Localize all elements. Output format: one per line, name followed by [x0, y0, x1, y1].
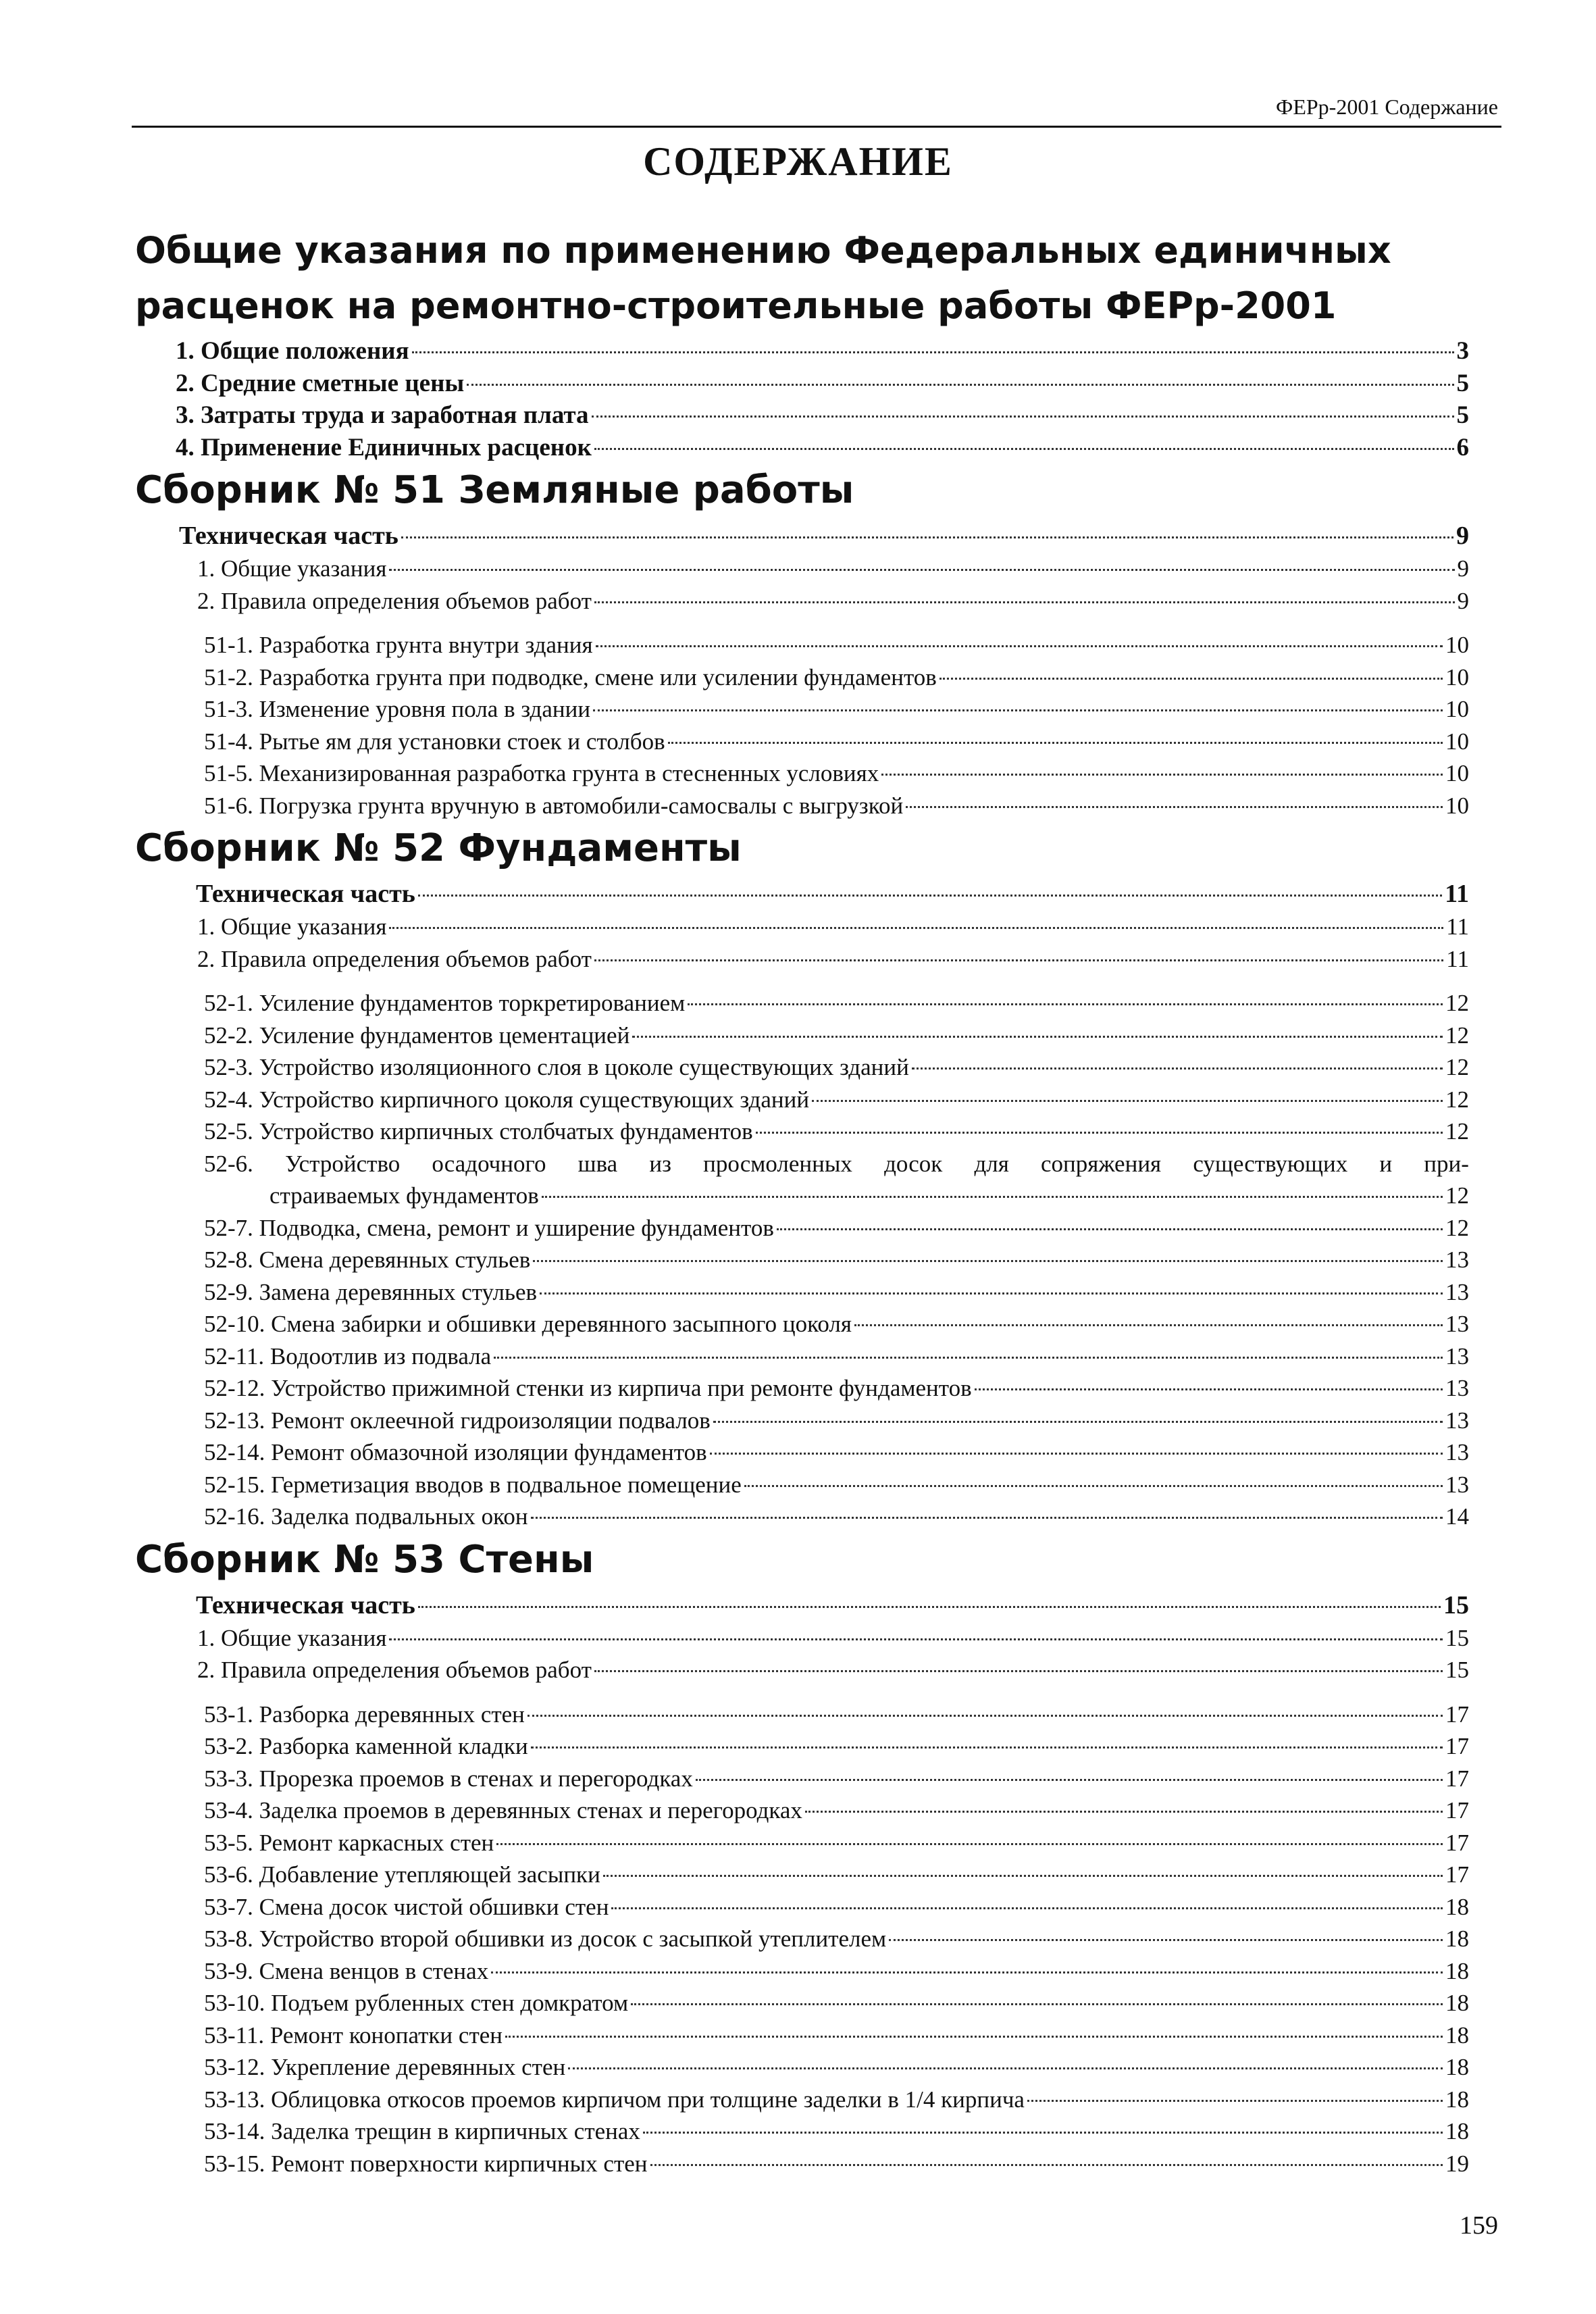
toc-entry-page: 18: [1445, 1893, 1469, 1920]
toc-entry[interactable]: [135, 1987, 1469, 2019]
toc-entry-page: 10: [1445, 663, 1469, 690]
word: и: [1379, 1150, 1393, 1177]
s53-items: [135, 1699, 1469, 2180]
toc-entry-label: 52-7. Подводка, смена, ремонт и уширение фундаментов: [204, 1214, 774, 1241]
dot-leader: [496, 1843, 1443, 1845]
toc-entry-label: 53-6. Добавление утепляющей засыпки: [204, 1861, 600, 1888]
toc-entry-page: 13: [1445, 1407, 1469, 1434]
toc-entry-page: 13: [1445, 1375, 1469, 1401]
toc-entry-label: 53-8. Устройство второй обшивки из досок с засыпкой утеплителем: [204, 1926, 887, 1952]
toc-entry-page: 17: [1445, 1797, 1469, 1823]
toc-entry-label: 51-4. Рытье ям для установки стоек и столбов: [204, 728, 665, 755]
toc-entry-page: 10: [1445, 760, 1469, 786]
toc-entry-page: 18: [1445, 2054, 1469, 2080]
dot-leader: [688, 1003, 1443, 1005]
toc-entry[interactable]: [135, 432, 1469, 464]
toc-entry-label: 53-7. Смена досок чистой обшивки стен: [204, 1893, 609, 1920]
toc-entry-label: 53-13. Облицовка откосов проемов кирпичом при толщине заделки в 1/4 кирпича: [204, 2086, 1025, 2113]
dot-leader: [710, 1453, 1443, 1455]
toc-entry-page: 12: [1445, 1086, 1469, 1113]
word: шва: [577, 1150, 618, 1177]
s51-subsections: [135, 553, 1469, 617]
section-53-heading: Сборник № 53 Стены: [135, 1537, 594, 1582]
toc-entry[interactable]: [135, 1372, 1469, 1405]
dot-leader: [467, 384, 1453, 386]
toc-entry[interactable]: [135, 1827, 1469, 1859]
dot-leader: [643, 2132, 1443, 2134]
page-number: 159: [1460, 2211, 1498, 2240]
toc-entry-label: 52-4. Устройство кирпичного цоколя существующих зданий: [204, 1086, 810, 1113]
dot-leader: [812, 1100, 1443, 1102]
section-51-heading: Сборник № 51 Земляные работы: [135, 468, 854, 512]
word: при-: [1424, 1150, 1469, 1177]
dot-leader: [531, 1746, 1443, 1749]
dot-leader: [596, 645, 1443, 647]
word: 52-6.: [204, 1150, 253, 1177]
toc-entry[interactable]: [135, 757, 1469, 790]
toc-entry[interactable]: [135, 1699, 1469, 1731]
dot-leader: [632, 1036, 1443, 1038]
s52-item-6[interactable]: [135, 1148, 1469, 1212]
toc-entry-page: 18: [1445, 1926, 1469, 1952]
word: просмоленных: [703, 1150, 852, 1177]
dot-leader: [912, 1067, 1443, 1070]
toc-entry[interactable]: [135, 335, 1469, 368]
toc-entry-label: 3. Затраты труда и заработная плата: [176, 401, 589, 429]
toc-entry-page: 13: [1445, 1278, 1469, 1305]
toc-entry-page: 9: [1457, 587, 1469, 614]
toc-entry-page: 10: [1445, 792, 1469, 819]
dot-leader: [603, 1875, 1443, 1877]
toc-entry[interactable]: [135, 1794, 1469, 1827]
dot-leader: [494, 1357, 1443, 1359]
toc-entry[interactable]: [135, 1730, 1469, 1763]
dot-leader: [505, 2036, 1443, 2038]
toc-entry-label: 52-3. Устройство изоляционного слоя в цоколе существующих зданий: [204, 1054, 909, 1080]
s52-item-6-line-2: страиваемых фундаментов 12: [269, 1182, 1469, 1209]
running-header: ФЕРр-2001 Содержание: [1276, 95, 1498, 119]
toc-entry[interactable]: [135, 1051, 1469, 1084]
toc-entry-page: 13: [1445, 1247, 1469, 1273]
toc-entry-page: 13: [1445, 1311, 1469, 1337]
dot-leader: [593, 709, 1443, 711]
dot-leader: [805, 1811, 1443, 1813]
toc-entry[interactable]: [135, 943, 1469, 976]
dot-leader: [389, 1638, 1443, 1640]
toc-entry[interactable]: [135, 1340, 1469, 1373]
toc-entry-page: 3: [1456, 337, 1469, 365]
toc-entry-label: 52-5. Устройство кирпичных столбчатых фундаментов: [204, 1118, 753, 1145]
s51-tech-part[interactable]: Техническая часть 9: [179, 522, 1469, 550]
toc-entry-page: 12: [1445, 1118, 1469, 1145]
toc-entry-page: 18: [1445, 1990, 1469, 2016]
dot-leader: [389, 927, 1443, 929]
toc-entry-label: 51-5. Механизированная разработка грунта в стесненных условиях: [204, 760, 879, 786]
toc-entry-label: 52-1. Усиление фундаментов торкретированием: [204, 990, 686, 1016]
toc-entry-page: 10: [1445, 632, 1469, 658]
toc-entry[interactable]: [135, 368, 1469, 400]
toc-entry-page: 18: [1445, 2118, 1469, 2144]
s52-subsections: [135, 911, 1469, 975]
toc-entry[interactable]: [135, 1654, 1469, 1686]
toc-entry-label: 53-1. Разборка деревянных стен: [204, 1701, 525, 1728]
intro-heading-line-1: Общие указания по применению Федеральных единичных: [135, 229, 1391, 272]
dot-leader: [889, 1939, 1443, 1941]
toc-entry[interactable]: [135, 1084, 1469, 1116]
toc-entry-label: 52-2. Усиление фундаментов цементацией: [204, 1022, 630, 1049]
toc-entry[interactable]: [135, 911, 1469, 943]
s53-tech-part[interactable]: Техническая часть 15: [196, 1590, 1469, 1619]
header-rule: [132, 126, 1501, 128]
dot-leader: [650, 2164, 1443, 2166]
toc-entry[interactable]: [135, 585, 1469, 618]
toc-entry[interactable]: [135, 1469, 1469, 1501]
toc-entry-page: 19: [1445, 2150, 1469, 2177]
toc-entry[interactable]: [135, 1020, 1469, 1052]
intro-list: [135, 335, 1469, 463]
toc-entry-page: 12: [1445, 1054, 1469, 1080]
dot-leader: [756, 1132, 1443, 1134]
toc-entry-page: 17: [1445, 1861, 1469, 1888]
s52-items-a: [135, 987, 1469, 1148]
toc-entry-label: 1. Общие указания: [197, 555, 387, 582]
toc-entry[interactable]: [135, 1923, 1469, 1955]
page-title: СОДЕРЖАНИЕ: [643, 139, 953, 184]
toc-entry-label: 51-1. Разработка грунта внутри здания: [204, 632, 593, 658]
s52-items-b: [135, 1212, 1469, 1533]
dot-leader: [744, 1485, 1443, 1487]
toc-entry-page: 18: [1445, 2021, 1469, 2048]
dot-leader: [939, 678, 1443, 680]
dot-leader: [713, 1421, 1443, 1423]
dot-leader: [777, 1228, 1443, 1230]
toc-entry-label: 52-11. Водоотлив из подвала: [204, 1342, 492, 1369]
toc-entry-page: 12: [1445, 1214, 1469, 1241]
word: сопряжения: [1040, 1150, 1162, 1177]
intro-heading-line-2: расценок на ремонтно-строительные работы ФЕРр-2001: [135, 284, 1337, 327]
toc-entry-label: 1. Общие положения: [176, 337, 409, 365]
toc-entry-page: 11: [1446, 913, 1469, 940]
toc-entry-label: 53-2. Разборка каменной кладки: [204, 1733, 528, 1759]
toc-entry-page: 13: [1445, 1439, 1469, 1465]
toc-entry-label: 4. Применение Единичных расценок: [176, 433, 592, 461]
toc-entry[interactable]: [135, 661, 1469, 694]
toc-entry-label: 2. Средние сметные цены: [176, 369, 465, 397]
dot-leader: [568, 2067, 1443, 2069]
dot-leader: [412, 351, 1454, 353]
toc-entry-page: 12: [1445, 990, 1469, 1016]
dot-leader: [533, 1260, 1443, 1262]
toc-entry-page: 11: [1446, 945, 1469, 972]
toc-entry-label: 2. Правила определения объемов работ: [197, 1657, 592, 1683]
toc-entry[interactable]: [135, 629, 1469, 661]
toc-entry[interactable]: [135, 2019, 1469, 2052]
toc-entry-label: 53-5. Ремонт каркасных стен: [204, 1829, 494, 1856]
toc-entry[interactable]: [135, 1405, 1469, 1437]
toc-entry-label: 52-10. Смена забирки и обшивки деревянного засыпного цоколя: [204, 1311, 852, 1337]
toc-entry-label: 52-14. Ремонт обмазочной изоляции фундаментов: [204, 1439, 707, 1465]
toc-entry[interactable]: [135, 1115, 1469, 1148]
toc-entry-page: 13: [1445, 1342, 1469, 1369]
toc-entry[interactable]: [135, 2148, 1469, 2180]
toc-entry-label: 53-4. Заделка проемов в деревянных стенах и перегородках: [204, 1797, 802, 1823]
dot-leader: [854, 1324, 1443, 1326]
toc-entry-label: 2. Правила определения объемов работ: [197, 945, 592, 972]
toc-entry[interactable]: [135, 1212, 1469, 1244]
toc-entry-label: 53-12. Укрепление деревянных стен: [204, 2054, 566, 2080]
toc-entry-page: 5: [1456, 401, 1469, 429]
toc-entry-page: 12: [1445, 1022, 1469, 1049]
word: для: [974, 1150, 1009, 1177]
s51-items: [135, 629, 1469, 822]
dot-leader: [527, 1715, 1443, 1717]
dot-leader: [389, 569, 1454, 571]
toc-entry-page: 14: [1445, 1503, 1469, 1530]
toc-entry[interactable]: [135, 1622, 1469, 1655]
toc-entry-page: 17: [1445, 1733, 1469, 1759]
toc-entry-page: 17: [1445, 1765, 1469, 1792]
toc-entry-label: 51-6. Погрузка грунта вручную в автомобили-самосвалы с выгрузкой: [204, 792, 904, 819]
toc-entry[interactable]: [135, 1891, 1469, 1923]
s52-tech-part[interactable]: Техническая часть 11: [196, 880, 1469, 908]
toc-entry-page: 13: [1445, 1471, 1469, 1498]
dot-leader: [631, 2003, 1443, 2005]
toc-entry-label: 53-15. Ремонт поверхности кирпичных стен: [204, 2150, 648, 2177]
dot-leader: [611, 1907, 1443, 1909]
dot-leader: [696, 1779, 1443, 1781]
intro-heading: [135, 223, 1469, 334]
toc-entry-label: 52-16. Заделка подвальных окон: [204, 1503, 528, 1530]
toc-entry-label: 1. Общие указания: [197, 1624, 387, 1651]
toc-entry[interactable]: [135, 1276, 1469, 1309]
toc-entry[interactable]: [135, 1763, 1469, 1795]
dot-leader: [594, 1670, 1443, 1672]
toc-entry[interactable]: [135, 399, 1469, 432]
toc-entry-page: 6: [1456, 433, 1469, 461]
dot-leader: [881, 774, 1443, 776]
toc-entry[interactable]: [135, 693, 1469, 726]
toc-entry-label: 53-11. Ремонт конопатки стен: [204, 2021, 503, 2048]
section-52-heading: Сборник № 52 Фундаменты: [135, 826, 742, 870]
toc-entry[interactable]: [135, 553, 1469, 585]
dot-leader: [531, 1517, 1443, 1519]
toc-entry[interactable]: [135, 1501, 1469, 1533]
toc-entry[interactable]: [135, 2115, 1469, 2148]
toc-entry-page: 5: [1456, 369, 1469, 397]
toc-entry-page: 15: [1445, 1657, 1469, 1683]
toc-entry-page: 9: [1457, 555, 1469, 582]
toc-entry-page: 10: [1445, 728, 1469, 755]
toc-entry-label: 53-10. Подъем рубленных стен домкратом: [204, 1990, 629, 2016]
toc-entry-label: 52-13. Ремонт оклеечной гидроизоляции подвалов: [204, 1407, 711, 1434]
toc-entry[interactable]: [135, 1244, 1469, 1276]
toc-entry-page: 17: [1445, 1701, 1469, 1728]
toc-entry-label: 51-3. Изменение уровня пола в здании: [204, 696, 591, 722]
dot-leader: [975, 1388, 1443, 1390]
toc-entry-label: 53-3. Прорезка проемов в стенах и перегородках: [204, 1765, 693, 1792]
toc-entry[interactable]: [135, 726, 1469, 758]
word: Устройство: [285, 1150, 401, 1177]
s52-item-6-line-1: [204, 1148, 1469, 1180]
toc-entry-label: 51-2. Разработка грунта при подводке, смене или усилении фундаментов: [204, 663, 937, 690]
dot-leader: [540, 1292, 1443, 1294]
toc-entry-page: 15: [1445, 1624, 1469, 1651]
toc-entry[interactable]: [135, 790, 1469, 822]
toc-entry[interactable]: [135, 2051, 1469, 2084]
toc-entry-page: 10: [1445, 696, 1469, 722]
toc-entry-label: 53-14. Заделка трещин в кирпичных стенах: [204, 2118, 640, 2144]
s53-subsections: [135, 1622, 1469, 1686]
toc-entry-label: 52-9. Замена деревянных стульев: [204, 1278, 538, 1305]
toc-entry-label: 2. Правила определения объемов работ: [197, 587, 592, 614]
dot-leader: [594, 601, 1455, 603]
toc-entry[interactable]: [135, 1436, 1469, 1469]
dot-leader: [906, 806, 1443, 808]
word: из: [649, 1150, 671, 1177]
toc-entry-label: 1. Общие указания: [197, 913, 387, 940]
toc-entry[interactable]: [135, 2084, 1469, 2116]
toc-entry-page: 18: [1445, 2086, 1469, 2113]
table-of-contents: [135, 223, 1469, 2180]
toc-entry-label: 53-9. Смена венцов в стенах: [204, 1957, 489, 1984]
word: осадочного: [432, 1150, 546, 1177]
dot-leader: [592, 416, 1454, 418]
dot-leader: [594, 959, 1443, 961]
toc-entry[interactable]: [135, 1859, 1469, 1891]
toc-entry-label: 52-15. Герметизация вводов в подвальное помещение: [204, 1471, 742, 1498]
toc-entry-page: 18: [1445, 1957, 1469, 1984]
dot-leader: [594, 448, 1454, 450]
toc-entry[interactable]: [135, 1955, 1469, 1988]
dot-leader: [668, 742, 1443, 744]
toc-entry-label: 52-8. Смена деревянных стульев: [204, 1247, 531, 1273]
toc-entry-page: 17: [1445, 1829, 1469, 1856]
word: досок: [884, 1150, 943, 1177]
toc-entry-label: 52-12. Устройство прижимной стенки из кирпича при ремонте фундаментов: [204, 1375, 972, 1401]
toc-entry[interactable]: [135, 1308, 1469, 1340]
dot-leader: [491, 1971, 1443, 1973]
word: существующих: [1193, 1150, 1348, 1177]
toc-entry[interactable]: [135, 987, 1469, 1020]
dot-leader: [1027, 2100, 1443, 2102]
